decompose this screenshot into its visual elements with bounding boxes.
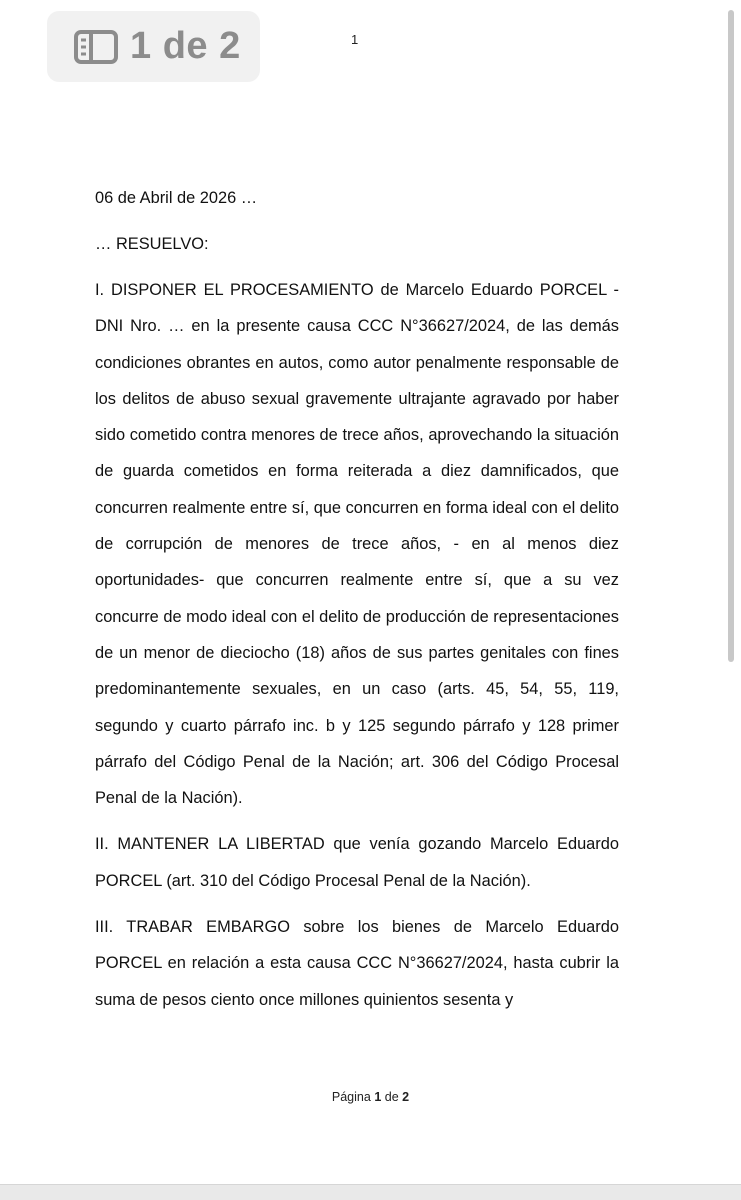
resolution-item-1: I. DISPONER EL PROCESAMIENTO de Marcelo Eduardo PORCEL - DNI Nro. … en la presente causa CCC N°36627/2024, de las demás condiciones obrantes en autos, como autor penalmente responsable de los delitos de abuso sexual gravemente ultrajante agravado por haber sido cometido contra menores de trece años, aprovechando la situación de guarda cometidos en forma reiterada a diez damnificados, que concurren realmente entre sí, que concurren en forma ideal con el delito de corrupción de menores de trece años, - en al menos diez oportunidades- que concurren realmente entre sí, que a su vez concurre de modo ideal con el delito de producción de representaciones de un menor de dieciocho (18) años de sus partes genitales con fines predominantemente sexuales, en un caso (arts. 45, 54, 55, 119, segundo y cuarto párrafo inc. b y 125 segundo párrafo y 128 primer párrafo del Código Penal de la Nación; art. 306 del Código Procesal Penal de la Nación). — [95, 281, 619, 808]
resolution-item-3: III. TRABAR EMBARGO sobre los bienes de Marcelo Eduardo PORCEL en relación a esta causa CCC N°36627/2024, hasta cubrir la suma de pesos ciento once millones quinientos sesenta y — [95, 918, 619, 1009]
vertical-scrollbar[interactable] — [728, 10, 734, 662]
sidebar-panel-icon — [74, 30, 118, 64]
resolution-item-2: II. MANTENER LA LIBERTAD que venía gozando Marcelo Eduardo PORCEL (art. 310 del Código Procesal Penal de la Nación). — [95, 835, 619, 890]
next-page-edge — [0, 1184, 741, 1200]
page-header-number: 1 — [351, 32, 359, 47]
footer-of: de — [384, 1090, 399, 1104]
document-body — [95, 180, 619, 1018]
page-footer — [0, 1090, 741, 1104]
footer-current-page: 1 — [374, 1090, 382, 1104]
page-indicator-button[interactable] — [47, 11, 260, 82]
footer-total-pages: 2 — [402, 1090, 410, 1104]
page-indicator-label: 1 de 2 — [130, 25, 241, 67]
document-resuelvo-heading: … RESUELVO: — [95, 235, 209, 253]
footer-label: Página — [331, 1090, 371, 1104]
document-date: 06 de Abril de 2026 … — [95, 189, 258, 207]
